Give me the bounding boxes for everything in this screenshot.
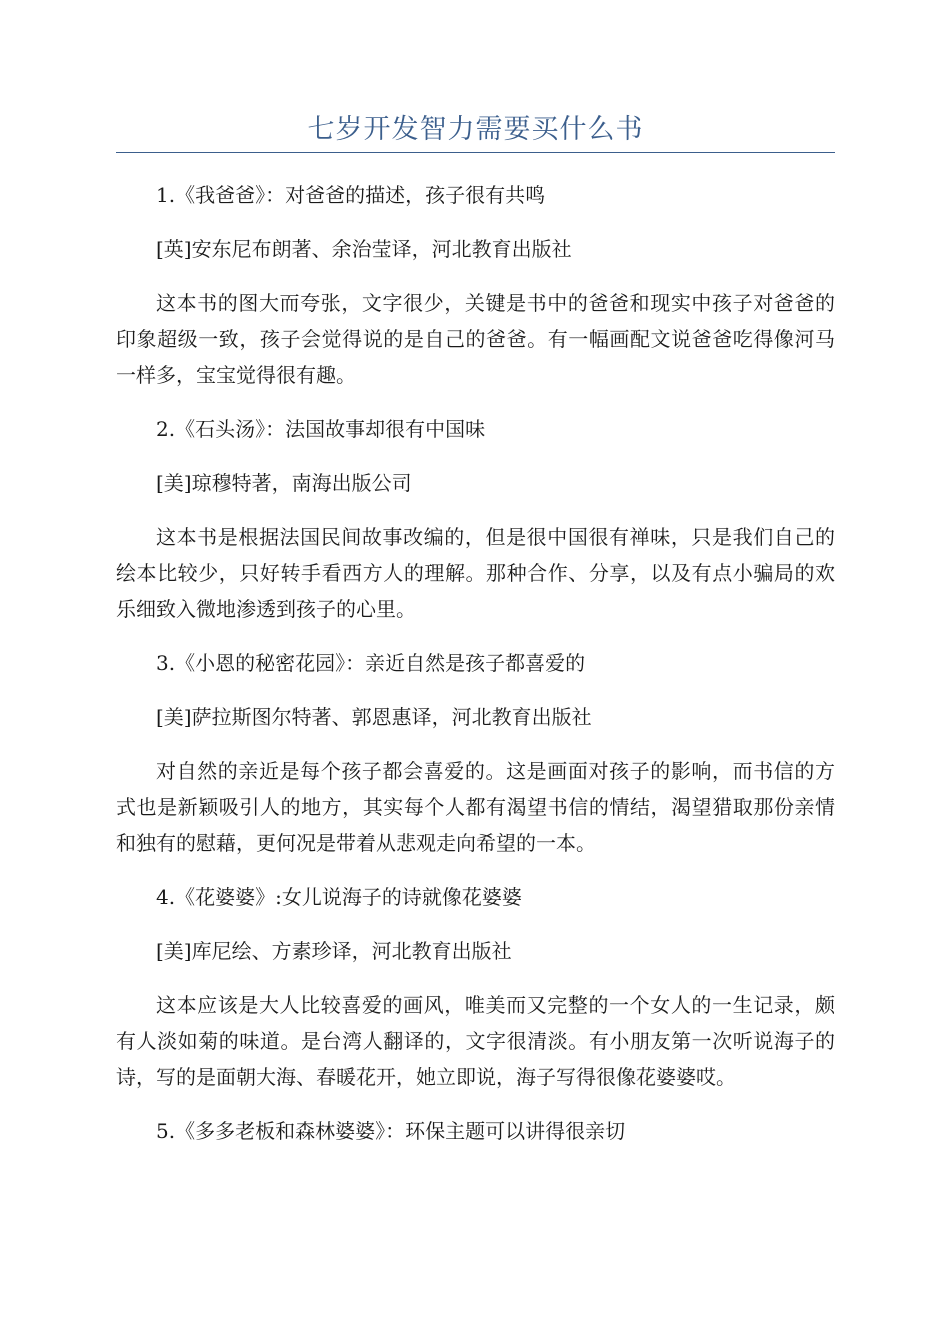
section-body: 这本书是根据法国民间故事改编的，但是很中国很有禅味，只是我们自己的绘本比较少，只好转手看西方人的理解。那种合作、分享，以及有点小骗局的欢乐细致入微地渗透到孩子的心里。 [116,525,835,621]
document-page [116,108,835,1167]
section-author: [美]萨拉斯图尔特著、郭恩惠译，河北教育出版社 [156,705,592,729]
book-section-1 [116,177,835,393]
page-title: 七岁开发智力需要买什么书 [307,114,644,145]
book-section-2 [116,411,835,627]
section-author: [英]安东尼布朗著、余治莹译，河北教育出版社 [156,237,572,261]
book-section-3 [116,645,835,861]
section-author: [美]库尼绘、方素珍译，河北教育出版社 [156,939,512,963]
section-body: 对自然的亲近是每个孩子都会喜爱的。这是画面对孩子的影响，而书信的方式也是新颖吸引人的地方，其实每个人都有渴望书信的情结，渴望猎取那份亲情和独有的慰藉，更何况是带着从悲观走向希望的一本。 [116,759,835,855]
section-body: 这本应该是大人比较喜爱的画风，唯美而又完整的一个女人的一生记录，颇有人淡如菊的味道。是台湾人翻译的，文字很清淡。有小朋友第一次听说海子的诗，写的是面朝大海、春暖花开，她立即说，海子写得很像花婆婆哎。 [116,993,835,1089]
document-content [116,153,835,1149]
section-heading: 1.《我爸爸》：对爸爸的描述，孩子很有共鸣 [156,183,546,207]
section-heading: 3.《小恩的秘密花园》：亲近自然是孩子都喜爱的 [156,651,586,675]
section-body: 这本书的图大而夸张，文字很少，关键是书中的爸爸和现实中孩子对爸爸的印象超级一致，孩子会觉得说的是自己的爸爸。有一幅画配文说爸爸吃得像河马一样多，宝宝觉得很有趣。 [116,291,835,387]
book-section-5 [116,1113,835,1149]
section-heading: 5.《多多老板和森林婆婆》：环保主题可以讲得很亲切 [156,1119,626,1143]
book-section-4 [116,879,835,1095]
section-author: [美]琼穆特著，南海出版公司 [156,471,412,495]
section-heading: 4.《花婆婆》:女儿说海子的诗就像花婆婆 [156,885,522,909]
section-heading: 2.《石头汤》：法国故事却很有中国味 [156,417,486,441]
